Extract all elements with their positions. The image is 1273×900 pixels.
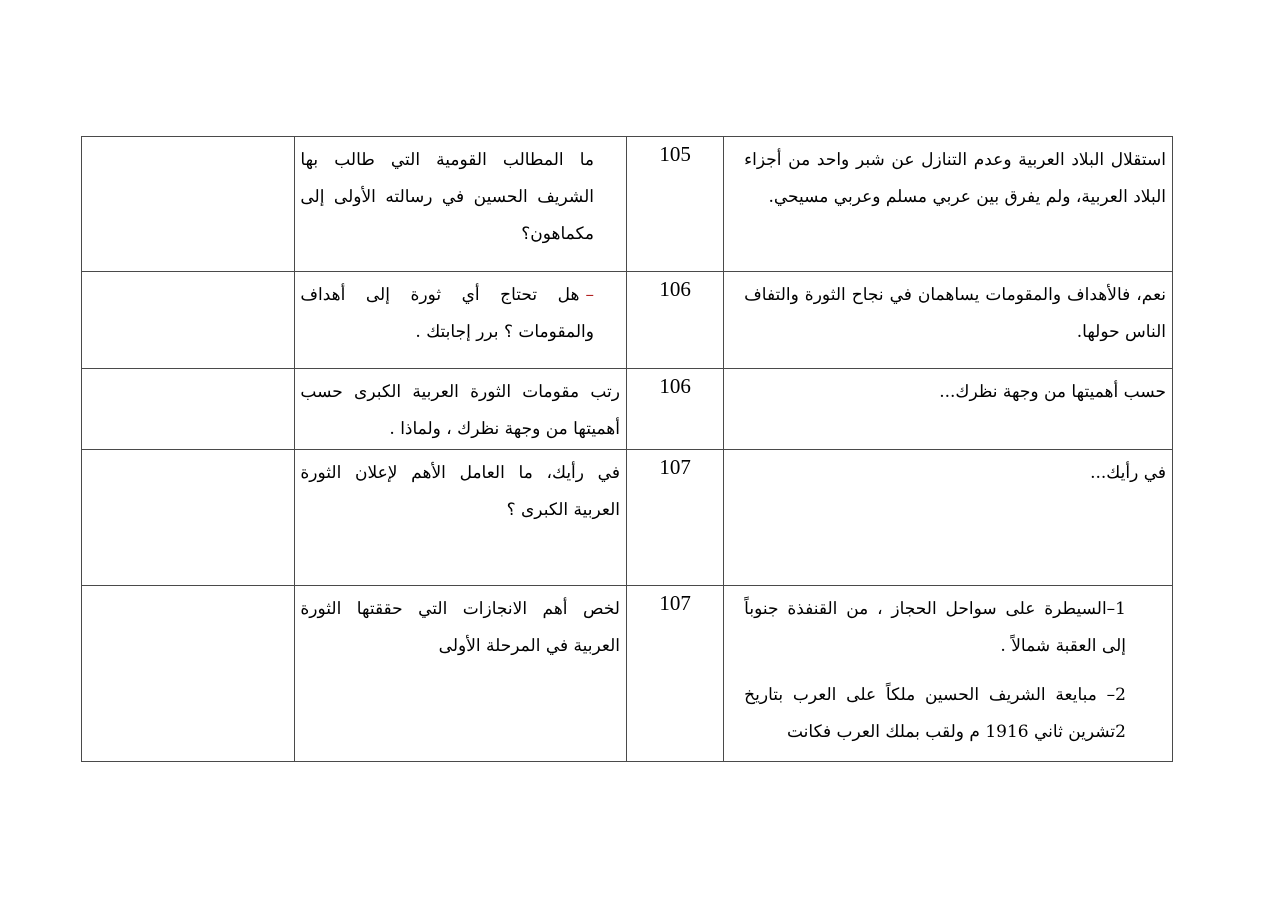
answer-text: نعم، فالأهداف والمقومات يساهمان في نجاح الثورة والتفاف الناس حولها. — [744, 285, 1166, 342]
question-cell — [295, 369, 627, 450]
blank-cell — [82, 586, 295, 762]
question-text: رتب مقومات الثورة العربية الكبرى حسب أهميتها من وجهة نظرك ، ولماذا . — [300, 382, 620, 439]
blank-cell — [82, 272, 295, 369]
table-row — [82, 369, 1173, 450]
answer-text: في رأيك... — [1090, 463, 1166, 483]
question-dash-marker: – — [585, 285, 594, 305]
question-cell — [295, 586, 627, 762]
answer-text: حسب أهميتها من وجهة نظرك... — [939, 382, 1166, 402]
table-row — [82, 586, 1173, 762]
page-number: 106 — [659, 374, 691, 398]
blank-cell — [82, 369, 295, 450]
answer-cell — [724, 586, 1173, 762]
page-number-cell — [626, 450, 723, 586]
answer-point: 1–السيطرة على سواحل الحجاز ، من القنفذة جنوباً إلى العقبة شمالاً . — [744, 599, 1126, 656]
answer-point: 2– مبايعة الشريف الحسين ملكاً على العرب بتاريخ 2تشرين ثاني 1916 م ولقب بملك العرب فكانت — [744, 685, 1126, 742]
answer-cell — [724, 450, 1173, 586]
table-row — [82, 137, 1173, 272]
answer-text: استقلال البلاد العربية وعدم التنازل عن شبر واحد من أجزاء البلاد العربية، ولم يفرق بين عربي مسلم وعربي مسيحي. — [744, 150, 1166, 207]
answer-cell — [724, 137, 1173, 272]
blank-cell — [82, 137, 295, 272]
question-cell — [295, 137, 627, 272]
table-row — [82, 272, 1173, 369]
page-number-cell — [626, 369, 723, 450]
page-number: 107 — [659, 455, 691, 479]
answer-cell — [724, 272, 1173, 369]
page-number-cell — [626, 137, 723, 272]
question-text: هل تحتاج أي ثورة إلى أهداف والمقومات ؟ برر إجابتك . — [300, 285, 594, 342]
table-row — [82, 450, 1173, 586]
page-number-cell — [626, 272, 723, 369]
page-number: 106 — [659, 277, 691, 301]
blank-cell — [82, 450, 295, 586]
page-number: 107 — [659, 591, 691, 615]
qa-table — [81, 136, 1173, 762]
question-text: ما المطالب القومية التي طالب بها الشريف الحسين في رسالته الأولى إلى مكماهون؟ — [300, 150, 594, 244]
question-text: في رأيك، ما العامل الأهم لإعلان الثورة العربية الكبرى ؟ — [300, 463, 620, 520]
page-number-cell — [626, 586, 723, 762]
question-text: لخص أهم الانجازات التي حققتها الثورة العربية في المرحلة الأولى — [300, 599, 620, 656]
answer-cell — [724, 369, 1173, 450]
page-number: 105 — [659, 142, 691, 166]
question-cell — [295, 450, 627, 586]
answer-list — [724, 586, 1172, 751]
question-cell — [295, 272, 627, 369]
question-text-wrapper — [295, 272, 626, 351]
